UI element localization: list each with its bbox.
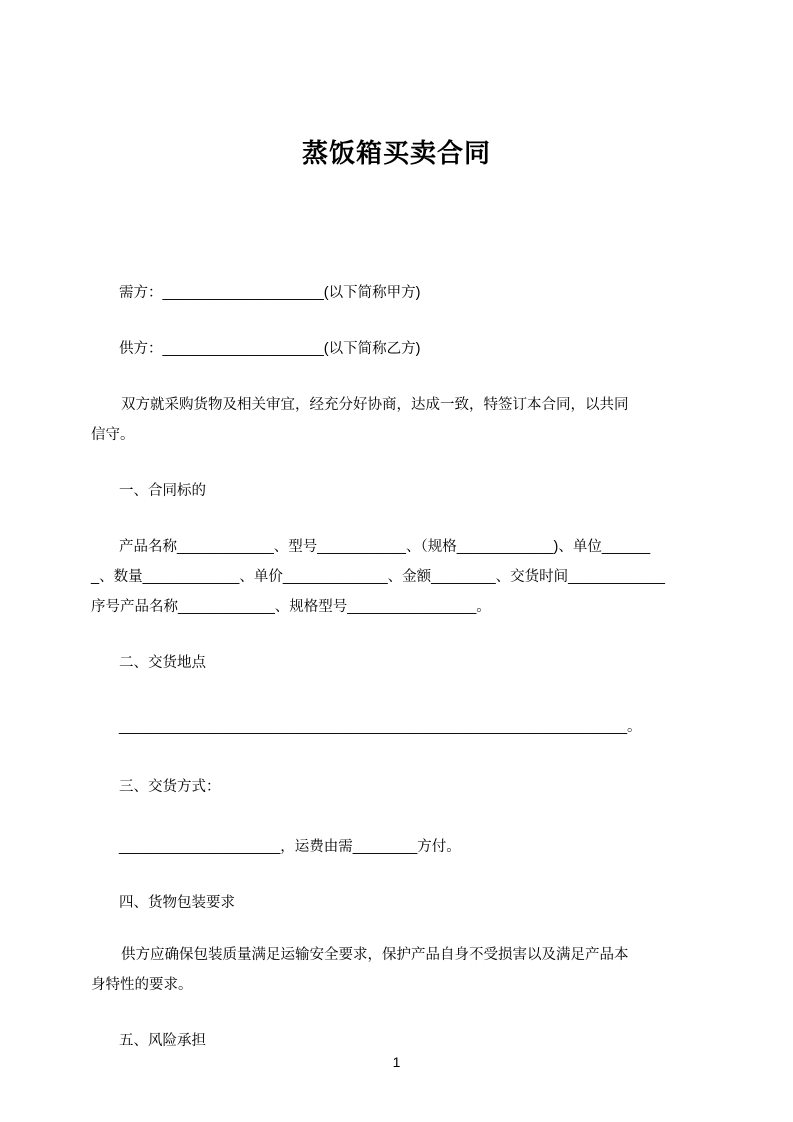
section-3-heading — [91, 772, 703, 802]
spacer — [91, 308, 703, 334]
spacer — [91, 450, 703, 476]
section-1-heading — [91, 476, 703, 506]
spacer — [91, 918, 703, 940]
page-number: 1 — [392, 1054, 401, 1070]
section-3-line: ____________________，运费由需________方付。 — [119, 839, 461, 855]
section-4-heading — [91, 888, 703, 918]
spacer — [91, 742, 703, 772]
section-1-line-2: _、数量____________、单价_____________、金额________、交货时间____________ — [91, 569, 665, 585]
section-2-heading-text: 二、交货地点 — [119, 655, 206, 671]
intro-paragraph — [91, 390, 703, 450]
document-body — [91, 278, 703, 1056]
section-2-body — [91, 712, 703, 742]
section-2-line: _______________________________________________________________。 — [119, 719, 642, 735]
section-4-line-2: 身特性的要求。 — [91, 977, 193, 993]
section-3-heading-text: 三、交货方式： — [119, 779, 221, 795]
section-4-heading-text: 四、货物包装要求 — [119, 895, 235, 911]
section-5-heading — [91, 1026, 703, 1056]
section-1-body — [91, 532, 703, 622]
section-1-heading-text: 一、合同标的 — [119, 483, 206, 499]
spacer — [91, 1000, 703, 1026]
section-5-heading-text: 五、风险承担 — [119, 1033, 206, 1049]
seller-line — [91, 334, 703, 364]
spacer — [91, 678, 703, 712]
section-4-body — [91, 940, 703, 1000]
section-4-line-1: 供方应确保包装质量满足运输安全要求，保护产品自身不受损害以及满足产品本 — [121, 947, 629, 963]
section-2-heading — [91, 648, 703, 678]
spacer — [91, 364, 703, 390]
spacer — [91, 506, 703, 532]
spacer — [91, 802, 703, 832]
page-title: 蒸饭箱买卖合同 — [301, 138, 491, 168]
seller-line-text: 供方：____________________(以下简称乙方) — [119, 341, 421, 357]
section-3-body — [91, 832, 703, 862]
spacer — [91, 862, 703, 888]
spacer — [91, 622, 703, 648]
intro-line-2: 信守。 — [91, 427, 135, 443]
buyer-line — [91, 278, 703, 308]
section-1-line-1: 产品名称____________、型号___________、（规格____________)、单位______ — [119, 539, 651, 555]
intro-line-1: 双方就采购货物及相关审宜，经充分好协商，达成一致，特签订本合同，以共同 — [121, 397, 629, 413]
buyer-line-text: 需方：____________________(以下简称甲方) — [119, 285, 421, 301]
section-1-line-3: 序号产品名称____________、规格型号________________。 — [91, 599, 491, 615]
